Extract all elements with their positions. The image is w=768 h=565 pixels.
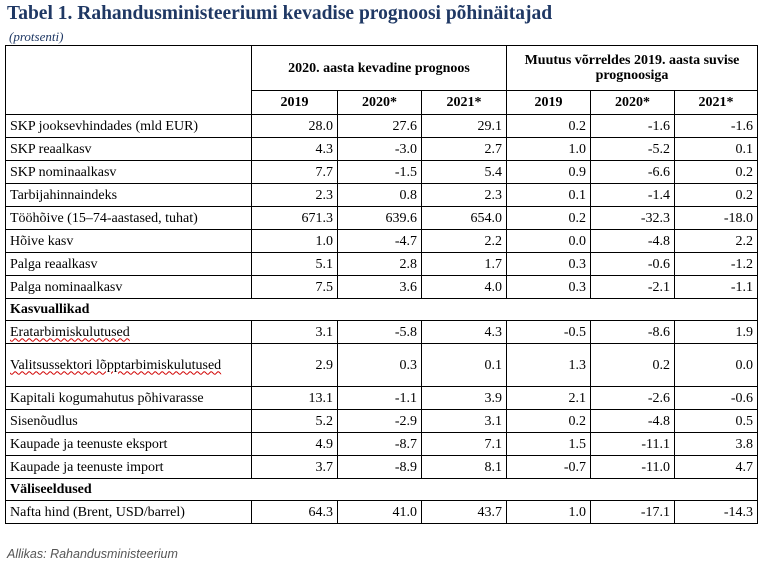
row-label-text: Palga nominaalkasv xyxy=(10,279,123,295)
cell-value: 671.3 xyxy=(252,207,338,230)
row-label-header xyxy=(6,46,252,115)
data-table xyxy=(5,45,758,524)
cell-value: 4.0 xyxy=(422,276,507,299)
table-row xyxy=(6,207,758,230)
cell-value: 654.0 xyxy=(422,207,507,230)
cell-value: 2.2 xyxy=(422,230,507,253)
table-row xyxy=(6,433,758,456)
cell-value: -32.3 xyxy=(591,207,675,230)
cell-value: 0.0 xyxy=(675,344,758,387)
cell-value: 5.4 xyxy=(422,161,507,184)
cell-value: -3.0 xyxy=(338,138,422,161)
cell-value: -0.7 xyxy=(507,456,591,479)
cell-value: -1.1 xyxy=(675,276,758,299)
cell-value: -14.3 xyxy=(675,501,758,524)
table-row xyxy=(6,230,758,253)
cell-value: 0.3 xyxy=(507,276,591,299)
row-label xyxy=(6,184,252,207)
row-label xyxy=(6,207,252,230)
cell-value: 3.1 xyxy=(252,321,338,344)
row-label-text: Sisenõudlus xyxy=(10,413,78,429)
cell-value: 8.1 xyxy=(422,456,507,479)
row-label-text: Palga reaalkasv xyxy=(10,256,98,272)
cell-value: -4.7 xyxy=(338,230,422,253)
cell-value: 1.0 xyxy=(252,230,338,253)
cell-value: -11.0 xyxy=(591,456,675,479)
cell-value: 0.2 xyxy=(591,344,675,387)
section-row xyxy=(6,479,758,501)
cell-value: 2.1 xyxy=(507,387,591,410)
cell-value: -6.6 xyxy=(591,161,675,184)
row-label xyxy=(6,161,252,184)
cell-value: 1.5 xyxy=(507,433,591,456)
section-row xyxy=(6,299,758,321)
table-title: Tabel 1. Rahandusministeeriumi kevadise prognoosi põhinäitajad xyxy=(7,3,553,24)
cell-value: -4.8 xyxy=(591,410,675,433)
table-row xyxy=(6,501,758,524)
cell-value: -0.5 xyxy=(507,321,591,344)
cell-value: -8.7 xyxy=(338,433,422,456)
column-header-2: 2021* xyxy=(422,91,507,115)
row-label-text: Kaupade ja teenuste import xyxy=(10,459,164,475)
cell-value: -17.1 xyxy=(591,501,675,524)
cell-value: -1.6 xyxy=(591,115,675,138)
table-row xyxy=(6,344,758,387)
row-label xyxy=(6,433,252,456)
row-label-text: Kapitali kogumahutus põhivarasse xyxy=(10,390,204,406)
row-label-text: SKP jooksevhindades (mld EUR) xyxy=(10,118,199,134)
table-row xyxy=(6,456,758,479)
row-label-text: Kaupade ja teenuste eksport xyxy=(10,436,168,452)
row-label xyxy=(6,276,252,299)
row-label-text: SKP nominaalkasv xyxy=(10,164,117,180)
row-label-text: Tööhõive (15–74-aastased, tuhat) xyxy=(10,210,198,226)
cell-value: 13.1 xyxy=(252,387,338,410)
cell-value: 0.2 xyxy=(507,410,591,433)
table-subtitle: (protsenti) xyxy=(9,29,64,44)
cell-value: 7.5 xyxy=(252,276,338,299)
cell-value: -2.9 xyxy=(338,410,422,433)
table-row xyxy=(6,276,758,299)
cell-value: 0.3 xyxy=(338,344,422,387)
row-label xyxy=(6,230,252,253)
section-label: Väliseeldused xyxy=(6,479,758,501)
cell-value: 4.3 xyxy=(422,321,507,344)
cell-value: 1.0 xyxy=(507,138,591,161)
cell-value: 2.3 xyxy=(252,184,338,207)
table-row xyxy=(6,184,758,207)
cell-value: 7.1 xyxy=(422,433,507,456)
row-label xyxy=(6,456,252,479)
cell-value: 27.6 xyxy=(338,115,422,138)
cell-value: -0.6 xyxy=(675,387,758,410)
cell-value: -1.4 xyxy=(591,184,675,207)
column-header-4: 2020* xyxy=(591,91,675,115)
row-label xyxy=(6,387,252,410)
cell-value: -11.1 xyxy=(591,433,675,456)
section-label: Kasvuallikad xyxy=(6,299,758,321)
table-row xyxy=(6,410,758,433)
table-row xyxy=(6,321,758,344)
cell-value: 0.2 xyxy=(675,161,758,184)
cell-value: 3.6 xyxy=(338,276,422,299)
row-label xyxy=(6,115,252,138)
column-header-0: 2019 xyxy=(252,91,338,115)
cell-value: -0.6 xyxy=(591,253,675,276)
row-label-text: Eratarbimiskulutused xyxy=(10,324,130,340)
table-row xyxy=(6,161,758,184)
cell-value: 1.0 xyxy=(507,501,591,524)
cell-value: -4.8 xyxy=(591,230,675,253)
table-row xyxy=(6,253,758,276)
cell-value: 4.7 xyxy=(675,456,758,479)
cell-value: -8.6 xyxy=(591,321,675,344)
source-note: Allikas: Rahandusministeerium xyxy=(7,547,178,561)
cell-value: -2.6 xyxy=(591,387,675,410)
cell-value: 0.9 xyxy=(507,161,591,184)
cell-value: 3.8 xyxy=(675,433,758,456)
row-label-text: Nafta hind (Brent, USD/barrel) xyxy=(10,504,185,520)
cell-value: 639.6 xyxy=(338,207,422,230)
cell-value: 1.9 xyxy=(675,321,758,344)
cell-value: 2.9 xyxy=(252,344,338,387)
cell-value: 7.7 xyxy=(252,161,338,184)
cell-value: 5.2 xyxy=(252,410,338,433)
table-row xyxy=(6,115,758,138)
column-header-1: 2020* xyxy=(338,91,422,115)
cell-value: -5.2 xyxy=(591,138,675,161)
cell-value: 0.5 xyxy=(675,410,758,433)
row-label-text: Hõive kasv xyxy=(10,233,74,249)
cell-value: -18.0 xyxy=(675,207,758,230)
table-row xyxy=(6,138,758,161)
cell-value: 1.3 xyxy=(507,344,591,387)
cell-value: 4.9 xyxy=(252,433,338,456)
cell-value: 29.1 xyxy=(422,115,507,138)
cell-value: 2.7 xyxy=(422,138,507,161)
row-label-text: SKP reaalkasv xyxy=(10,141,92,157)
cell-value: 2.2 xyxy=(675,230,758,253)
cell-value: -1.5 xyxy=(338,161,422,184)
cell-value: 0.2 xyxy=(507,207,591,230)
cell-value: 0.1 xyxy=(675,138,758,161)
cell-value: 4.3 xyxy=(252,138,338,161)
cell-value: 1.7 xyxy=(422,253,507,276)
cell-value: 0.1 xyxy=(422,344,507,387)
cell-value: -8.9 xyxy=(338,456,422,479)
cell-value: 28.0 xyxy=(252,115,338,138)
row-label xyxy=(6,321,252,344)
group-header-forecast: 2020. aasta kevadine prognoos xyxy=(252,46,507,91)
row-label xyxy=(6,410,252,433)
cell-value: -5.8 xyxy=(338,321,422,344)
row-label xyxy=(6,253,252,276)
group-header-change: Muutus võrreldes 2019. aasta suvise prognoosiga xyxy=(507,46,758,91)
column-header-3: 2019 xyxy=(507,91,591,115)
table-row xyxy=(6,387,758,410)
row-label xyxy=(6,344,252,387)
cell-value: 0.2 xyxy=(507,115,591,138)
row-label xyxy=(6,501,252,524)
cell-value: 2.3 xyxy=(422,184,507,207)
row-label-text: Tarbijahinnaindeks xyxy=(10,187,118,203)
cell-value: -1.1 xyxy=(338,387,422,410)
cell-value: 2.8 xyxy=(338,253,422,276)
cell-value: -2.1 xyxy=(591,276,675,299)
cell-value: 41.0 xyxy=(338,501,422,524)
cell-value: 0.3 xyxy=(507,253,591,276)
column-header-5: 2021* xyxy=(675,91,758,115)
cell-value: 5.1 xyxy=(252,253,338,276)
table-body xyxy=(6,115,758,524)
row-label-text: Valitsussektori lõpptarbimiskulutused xyxy=(10,357,222,373)
cell-value: 0.8 xyxy=(338,184,422,207)
cell-value: 0.1 xyxy=(507,184,591,207)
cell-value: 64.3 xyxy=(252,501,338,524)
row-label xyxy=(6,138,252,161)
cell-value: -1.2 xyxy=(675,253,758,276)
cell-value: 43.7 xyxy=(422,501,507,524)
cell-value: -1.6 xyxy=(675,115,758,138)
cell-value: 3.1 xyxy=(422,410,507,433)
cell-value: 0.0 xyxy=(507,230,591,253)
cell-value: 0.2 xyxy=(675,184,758,207)
cell-value: 3.7 xyxy=(252,456,338,479)
cell-value: 3.9 xyxy=(422,387,507,410)
